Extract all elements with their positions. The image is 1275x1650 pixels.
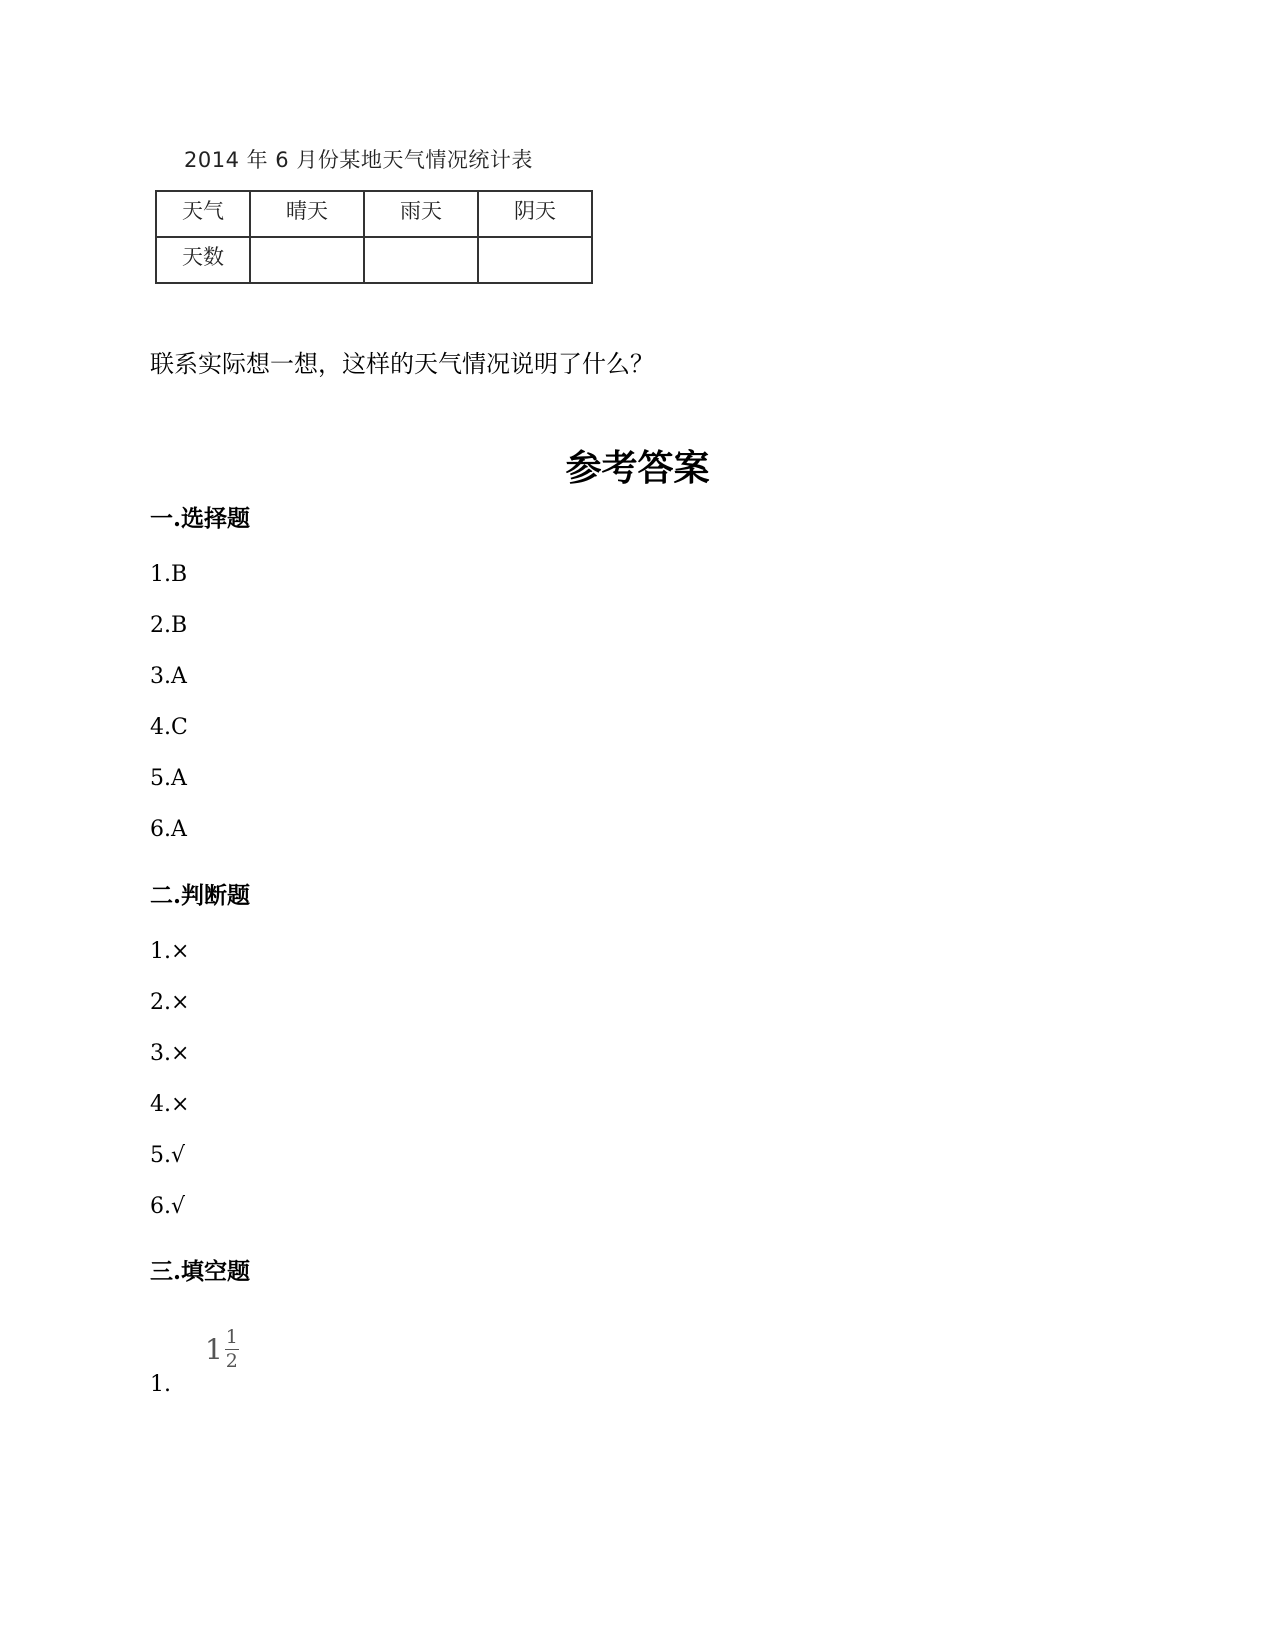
answer-item: 5.√ [150, 1143, 186, 1168]
fraction-denominator: 2 [225, 1350, 238, 1372]
table-cell [250, 237, 364, 283]
table-cell: 阴天 [478, 191, 592, 237]
table-cell [364, 237, 478, 283]
answer-item: 6.A [150, 817, 187, 842]
mixed-fraction [205, 1328, 239, 1371]
answer-item: 1.B [150, 562, 188, 587]
answer-item: 1.× [150, 939, 190, 964]
section-heading: 三.填空题 [150, 1258, 251, 1285]
section-heading: 一.选择题 [150, 505, 251, 532]
answer-item: 3.× [150, 1041, 190, 1066]
answer-item: 2.B [150, 613, 188, 638]
table-row [156, 191, 592, 237]
fraction-whole: 1 [205, 1333, 223, 1366]
answer-item: 1. [150, 1372, 171, 1397]
fraction-numerator: 1 [225, 1326, 238, 1348]
table-row [156, 237, 592, 283]
answer-item: 6.√ [150, 1194, 186, 1219]
weather-table [155, 190, 593, 284]
table-cell: 雨天 [364, 191, 478, 237]
question-text: 联系实际想一想，这样的天气情况说明了什么？ [150, 350, 654, 378]
answer-item: 4.C [150, 715, 188, 740]
table-cell: 天气 [156, 191, 250, 237]
answer-item: 2.× [150, 990, 190, 1015]
answer-item: 5.A [150, 766, 187, 791]
fraction [225, 1328, 239, 1371]
table-cell [478, 237, 592, 283]
answer-item: 3.A [150, 664, 187, 689]
answer-item: 4.× [150, 1092, 190, 1117]
section-heading: 二.判断题 [150, 882, 251, 909]
table-cell: 晴天 [250, 191, 364, 237]
table-caption: 2014 年 6 月份某地天气情况统计表 [184, 148, 533, 172]
answer-title: 参考答案 [565, 447, 710, 489]
table-cell: 天数 [156, 237, 250, 283]
